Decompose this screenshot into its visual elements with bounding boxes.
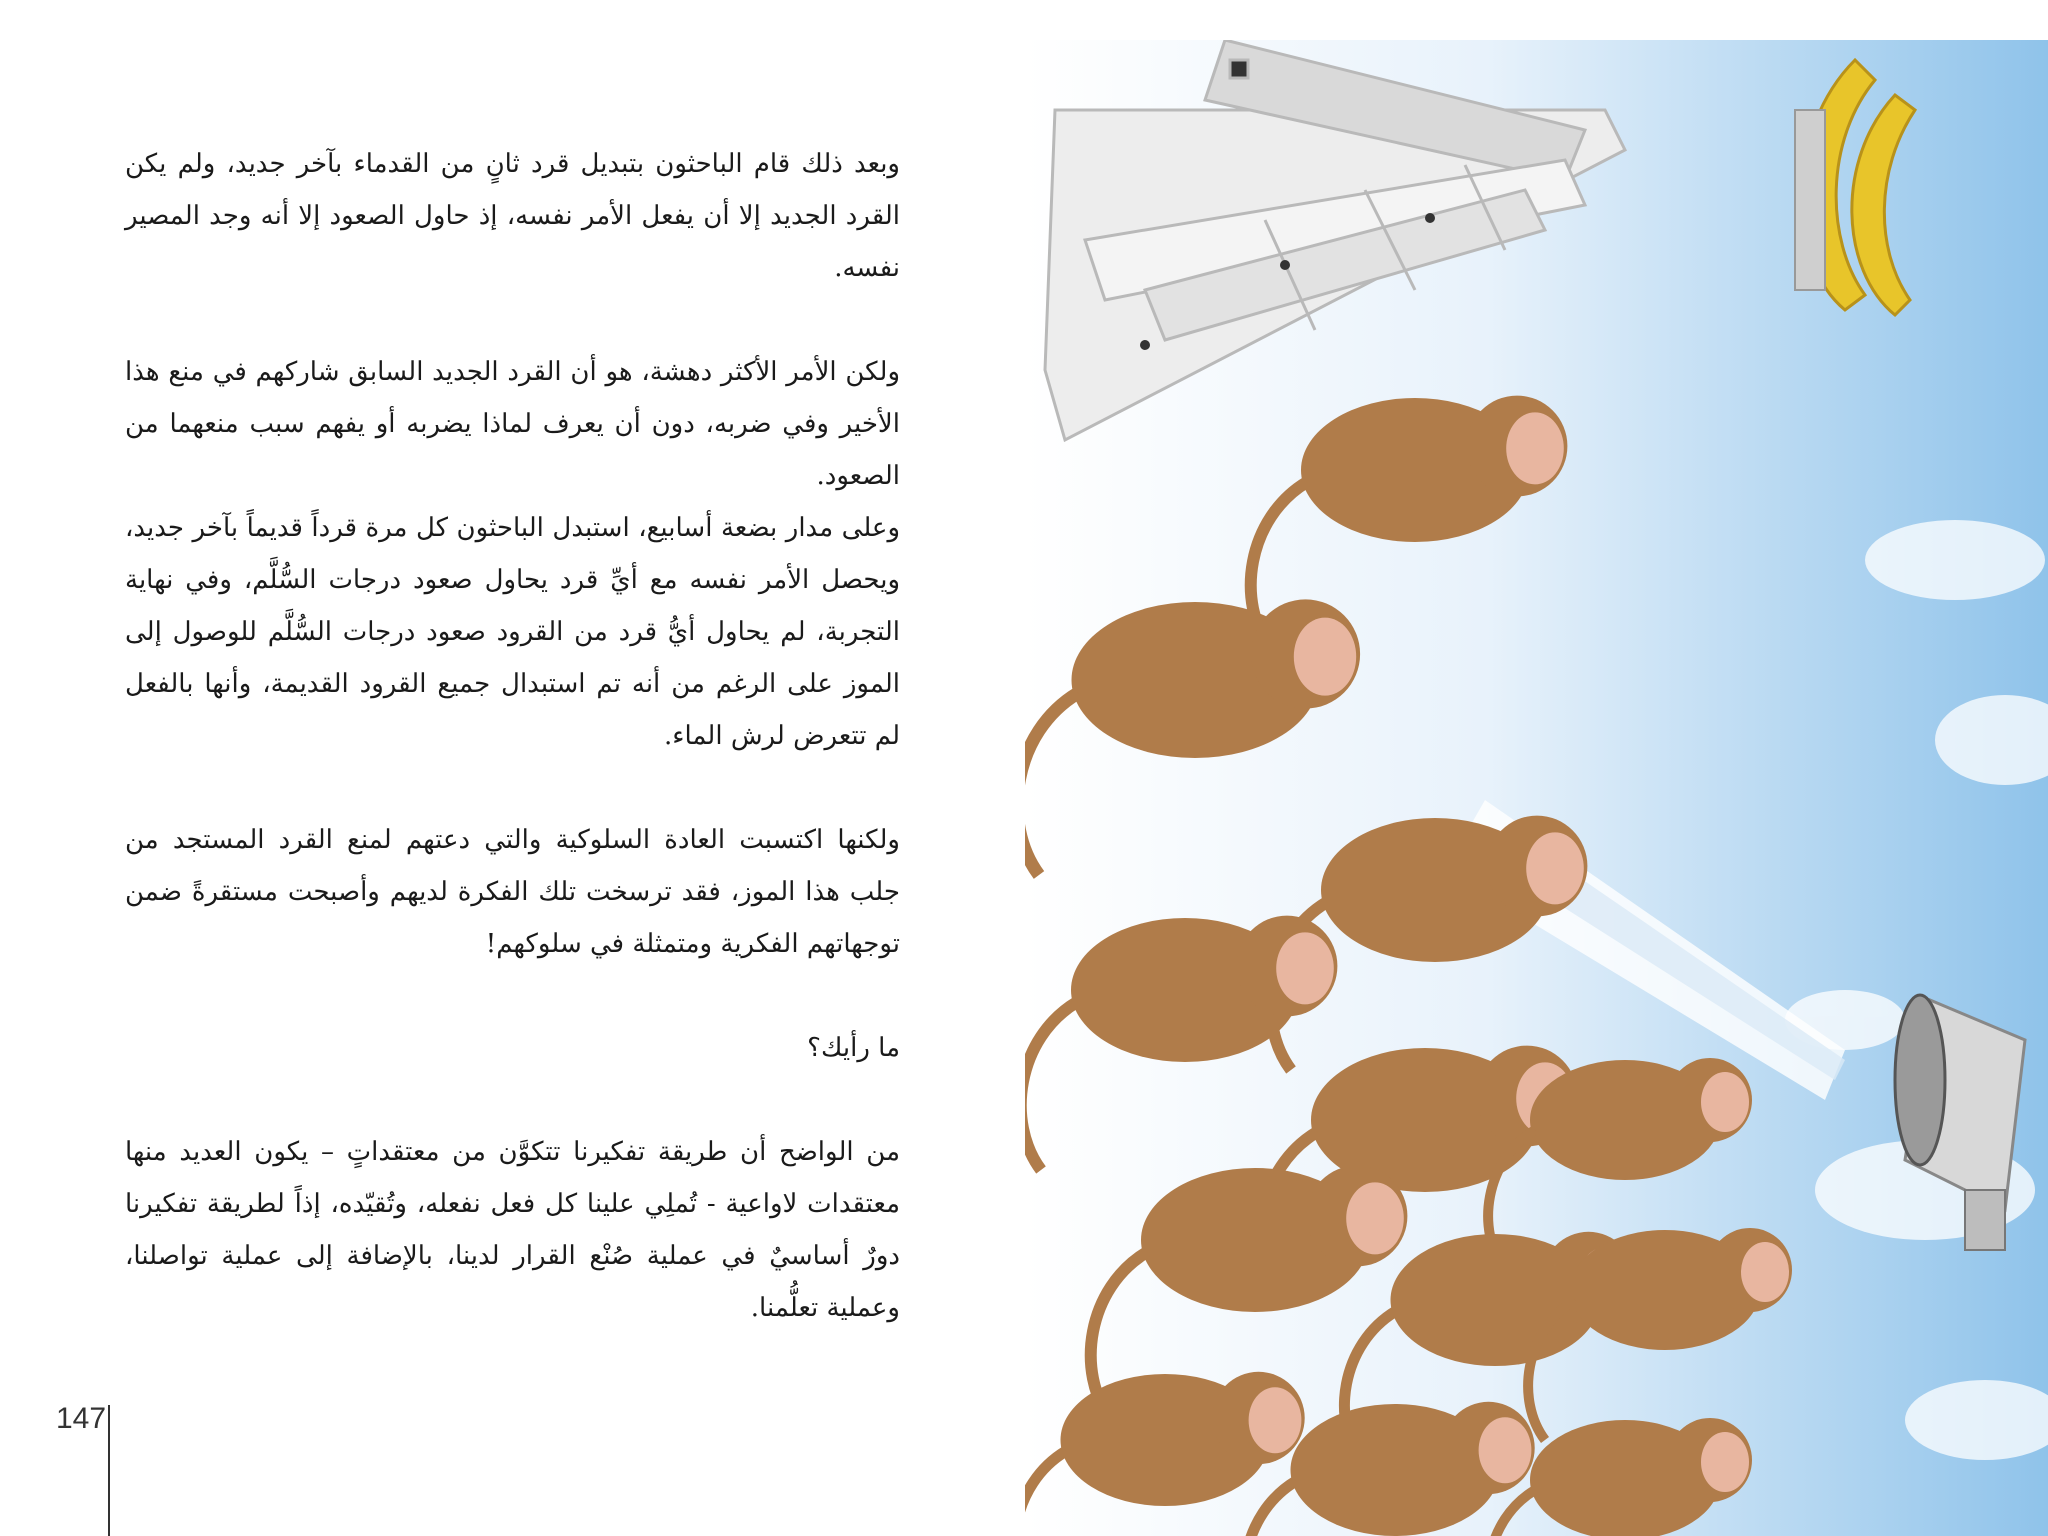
page-number: 147 (56, 1402, 107, 1435)
paragraph-2: ولكن الأمر الأكثر دهشة، هو أن القرد الجديد السابق شاركهم في منع هذا الأخير وفي ضربه، دون أن يعرف لماذا يضربه أو يفهم سبب منعهما من الصعود. (125, 357, 900, 491)
paragraph-gap (125, 970, 900, 1022)
paragraph-1: وبعد ذلك قام الباحثون بتبديل قرد ثانٍ من القدماء بآخر جديد، ولم يكن القرد الجديد إلا أن يفعل الأمر نفسه، إذ حاول الصعود إلا أنه وجد المصير نفسه. (125, 149, 900, 283)
paragraph-6: من الواضح أن طريقة تفكيرنا تتكوَّن من معتقداتٍ – يكون العديد منها معتقدات لاواعية - تُملِي علينا كل فعل نفعله، وتُقيّده، إذاً لطريقة تفكيرنا دورٌ أساسيٌ في عملية صُنْع القرار لدينا، بالإضافة إلى عملية تواصلنا، وعملية تعلُّمنا. (125, 1137, 900, 1323)
text-column (125, 138, 900, 1334)
paragraph-4: ولكنها اكتسبت العادة السلوكية والتي دعتهم لمنع القرد المستجد من جلب هذا الموز، فقد ترسخت تلك الفكرة لديهم وأصبحت مستقرةً ضمن توجهاتهم الفكرية ومتمثلة في سلوكهم! (125, 825, 900, 959)
paragraph-question: ما رأيك؟ (807, 1033, 900, 1063)
paragraph-gap (125, 294, 900, 346)
page-number-rule (108, 1405, 110, 1536)
illustration-svg (1025, 40, 2048, 1536)
paragraph-gap (125, 1074, 900, 1126)
monkey-ladder-illustration (1025, 40, 2048, 1536)
paragraph-gap (125, 762, 900, 814)
paragraph-3: وعلى مدار بضعة أسابيع، استبدل الباحثون كل مرة قرداً قديماً بآخر جديد، ويحصل الأمر نفسه مع أيِّ قرد يحاول صعود درجات السُّلَّم، وفي نهاية التجربة، لم يحاول أيُّ قرد من القرود صعود درجات السُّلَّم للوصول إلى الموز على الرغم من أنه تم استبدال جميع القرود القديمة، وأنها بالفعل لم تتعرض لرش الماء. (125, 513, 901, 751)
